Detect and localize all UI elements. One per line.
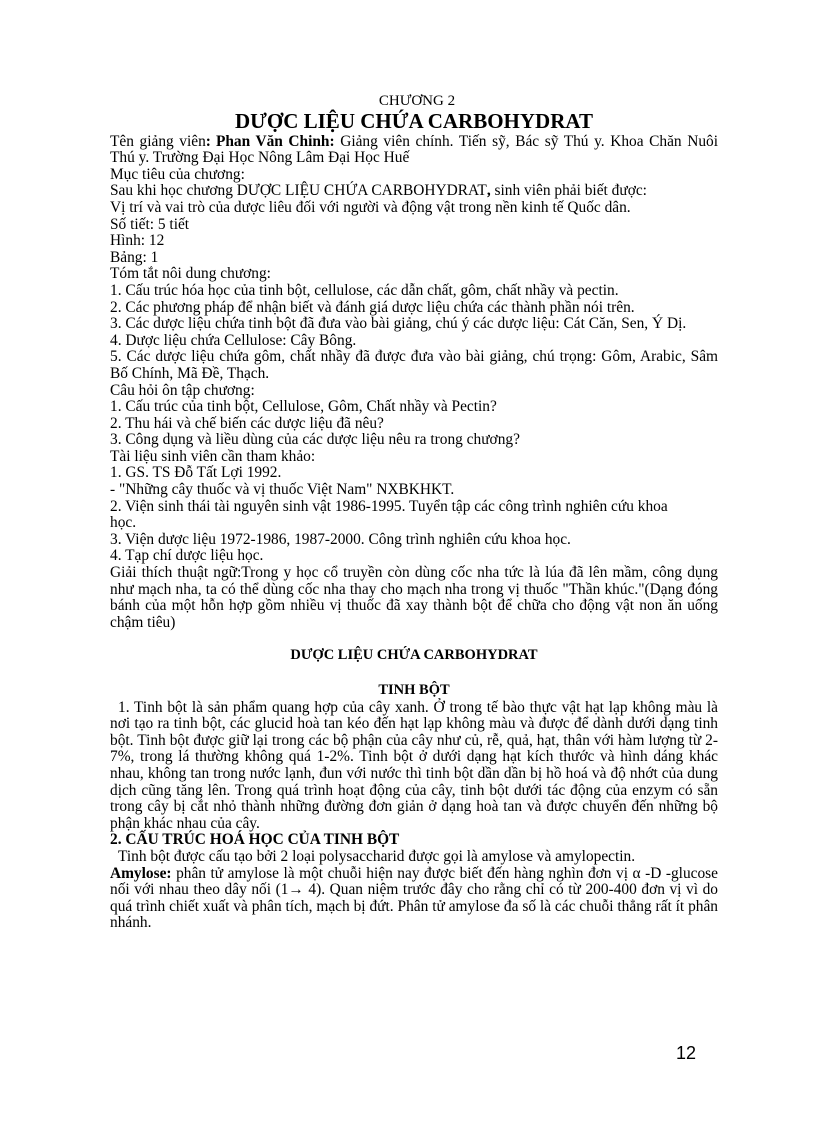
stat-periods: Số tiết: 5 tiết	[110, 215, 190, 233]
reference-item: 4. Tạp chí dược liệu học.	[110, 547, 264, 565]
reference-item: 3. Viện dược liệu 1972-1986, 1987-2000. Công trình nghiên cứu khoa học.	[110, 530, 571, 548]
objectives-goal: Vị trí và vai trò của dược liêu đối với người và động vật trong nền kinh tế Quốc dân.	[110, 198, 631, 216]
reference-item: - "Những cây thuốc và vị thuốc Việt Nam" NXBKHKT.	[110, 481, 455, 499]
summary-item: 1. Cấu trúc hóa học của tinh bột, cellulose, các dẫn chất, gôm, chất nhầy và pectin.	[110, 281, 619, 299]
objectives-intro-post: sinh viên phải biết được:	[490, 182, 647, 200]
stat-figures: Hình: 12	[110, 232, 165, 250]
amylose-text: phân tử amylose là một chuỗi hiện nay được biết đến hàng nghìn đơn vị α -D -glucose nối với nhau theo dây nối (1→ 4). Quan niệm trước đây cho rằng chỉ có từ 200-400 đơn vị vì do quá trình chiết xuất và phân tích, mạch bị đứt. Phân tử amylose đa số là các chuỗi thẳng rất ít phân nhánh.	[110, 864, 718, 932]
structure-heading: 2. CẤU TRÚC HOÁ HỌC CỦA TINH BỘT	[110, 831, 400, 849]
reference-item: 1. GS. TS Đỗ Tất Lợi 1992.	[110, 464, 282, 482]
section-subtitle: TINH BỘT	[378, 682, 450, 698]
document-page	[110, 93, 718, 932]
starch-paragraph: 1. Tinh bột là sản phẩm quang hợp của cây xanh. Ở trong tế bào thực vật hạt lạp không màu là nơi tạo ra tinh bột, các glucid hoà tan kéo đến hạt lạp không màu và được để dành dưới dạng tinh bột. Tinh bột được giữ lại trong các bộ phận của cây như củ, rễ, quả, hạt, thân với hàm lượng từ 2-7%, trong lá thường không quá 1-2%. Tinh bột ở dưới dạng hạt kích thước và hình dáng khác nhau, không tan trong nước lạnh, đun với nước thì tinh bột dần dần bị hồ hoá và độ nhớt của dung dịch cũng tăng lên. Trong quá trình hoạt động của cây, tinh bột dưới tác động của enzym có sẵn trong cây bị cắt nhỏ thành những đường đơn giản ở dạng hoà tan và được chuyển đến những bộ phận khác nhau của cây.	[110, 698, 718, 832]
summary-item: 5. Các dược liệu chứa gôm, chất nhầy đã được đưa vào bài giảng, chú trọng: Gôm, Arabic, Sâm Bố Chính, Mã Đề, Thạch.	[110, 348, 718, 382]
summary-heading: Tóm tắt nôi dung chương:	[110, 265, 271, 283]
objectives-heading: Mục tiêu của chương:	[110, 165, 245, 183]
amylose-label: Amylose:	[110, 864, 172, 882]
chapter-label: CHƯƠNG 2	[378, 93, 456, 109]
summary-item: 2. Các phương pháp để nhận biết và đánh giá dược liệu chứa các thành phần nói trên.	[110, 298, 635, 316]
review-item: 1. Cấu trúc của tinh bột, Cellulose, Gôm, Chất nhầy và Pectin?	[110, 398, 497, 416]
references-heading: Tài liệu sinh viên cần tham khảo:	[110, 447, 316, 465]
objectives-intro	[110, 183, 718, 200]
review-item: 2. Thu hái và chế biến các dược liệu đã nêu?	[110, 414, 384, 432]
stat-tables: Bảng: 1	[110, 248, 159, 266]
instructor-colon: :	[205, 132, 211, 150]
instructor-details: Giảng viên chính. Tiến sỹ, Bác sỹ Thú y. Khoa Chăn Nuôi Thú y. Trường Đại Học Nông Lâm Đại Học Huế	[110, 132, 718, 167]
instructor-name: Phan Văn Chinh:	[215, 132, 335, 150]
summary-item: 4. Dược liệu chứa Cellulose: Cây Bông.	[110, 331, 357, 349]
amylose-paragraph	[110, 866, 718, 932]
instructor-line	[110, 134, 718, 167]
polysaccharide-paragraph: Tinh bột được cấu tạo bởi 2 loại polysaccharid được gọi là amylose và amylopectin.	[118, 847, 636, 865]
chapter-title: DƯỢC LIỆU CHỨA CARBOHYDRAT	[235, 108, 593, 133]
reference-item: 2. Viện sinh thái tài nguyên sinh vật 1986-1995. Tuyển tập các công trình nghiên cứu khoa học.	[110, 497, 668, 532]
summary-item: 3. Các dược liệu chứa tinh bột đã đưa vào bài giảng, chú ý các dược liệu: Cát Căn, Sen, Ý Dị.	[110, 315, 687, 333]
objectives-intro-comma: ,	[486, 182, 491, 200]
review-item: 3. Công dụng và liều dùng của các dược liệu nêu ra trong chương?	[110, 431, 520, 449]
page-number: 12	[676, 1043, 697, 1063]
glossary-paragraph: Giải thích thuật ngữ:Trong y học cổ truyền còn dùng cốc nha tức là lúa đã lên mầm, công dụng như mạch nha, ta có thể dùng cốc nha thay cho mạch nha trong vị thuốc "Thần khúc."(Dạng đóng bánh của một hỗn hợp gồm nhiều vị thuốc đã xay thành bột để chữa cho động vật non ăn uống chậm tiêu)	[110, 564, 718, 631]
instructor-label: Tên giảng viên	[110, 132, 206, 150]
objectives-intro-pre: Sau khi học chương DƯỢC LIỆU CHỨA CARBOHYDRAT	[110, 182, 487, 200]
section-title: DƯỢC LIỆU CHỨA CARBOHYDRAT	[290, 647, 538, 664]
review-heading: Câu hỏi ôn tập chương:	[110, 381, 255, 399]
